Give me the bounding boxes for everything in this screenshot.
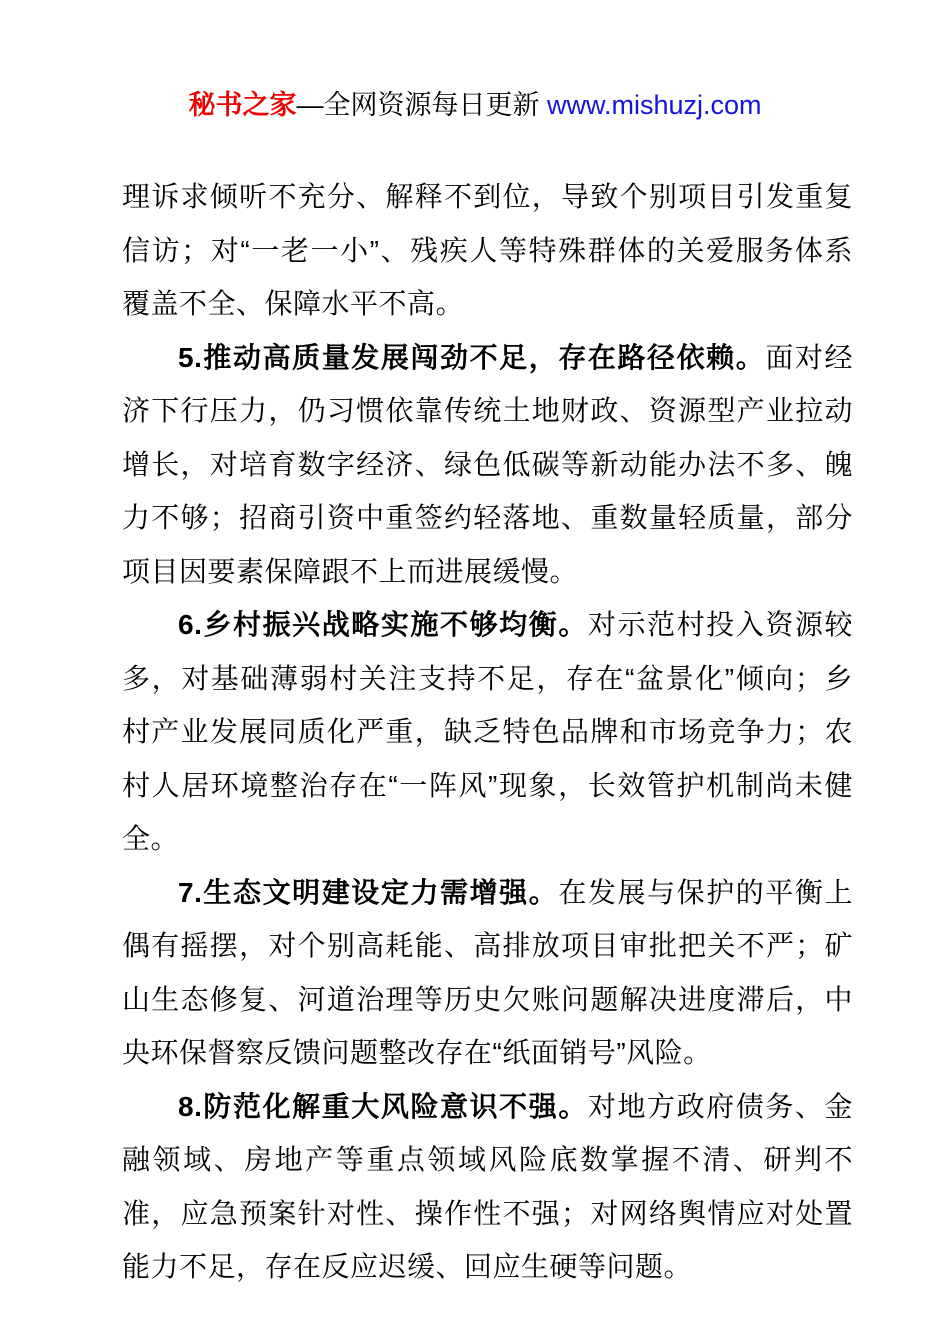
paragraph-lead: 6.乡村振兴战略实施不够均衡。	[178, 609, 588, 640]
paragraph-text: 对示范村投入资源较多，对基础薄弱村关注支持不足，存在“盆景化”倾向；乡村产业发展同质化严重，缺乏特色品牌和市场竞争力；农村人居环境整治存在“一阵风”现象，长效管护机制尚未健全。	[122, 609, 853, 854]
paragraph-continuation	[122, 170, 853, 331]
paragraph-text: 面对经济下行压力，仍习惯依靠传统土地财政、资源型产业拉动增长，对培育数字经济、绿色低碳等新动能办法不多、魄力不够；招商引资中重签约轻落地、重数量轻质量，部分项目因要素保障跟不上而进展缓慢。	[122, 341, 853, 587]
paragraph-lead: 5.推动高质量发展闯劲不足，存在路径依赖。	[178, 341, 766, 373]
paragraph-text: 对地方政府债务、金融领域、房地产等重点领域风险底数掌握不清、研判不准，应急预案针对性、操作性不强；对网络舆情应对处置能力不足，存在反应迟缓、回应生硬等问题。	[122, 1090, 853, 1282]
paragraph-lead: 8.防范化解重大风险意识不强。	[178, 1090, 588, 1122]
document-body	[122, 170, 853, 1294]
site-header	[0, 0, 950, 125]
paragraph-item-5	[122, 331, 853, 599]
paragraph-item-8	[122, 1080, 853, 1294]
paragraph-item-6	[122, 598, 853, 866]
paragraph-text: 理诉求倾听不充分、解释不到位，导致个别项目引发重复信访；对“一老一小”、残疾人等特殊群体的关爱服务体系覆盖不全、保障水平不高。	[122, 181, 853, 319]
site-name: 秘书之家	[188, 90, 297, 120]
paragraph-lead: 7.生态文明建设定力需增强。	[178, 876, 559, 908]
site-url-link[interactable]: www.mishuzj.com	[546, 90, 762, 120]
paragraph-item-7	[122, 866, 853, 1080]
paragraph-text: 在发展与保护的平衡上偶有摇摆，对个别高耗能、高排放项目审批把关不严；矿山生态修复、河道治理等历史欠账问题解决进度滞后，中央环保督察反馈问题整改存在“纸面销号”风险。	[122, 876, 853, 1068]
site-tagline: —全网资源每日更新	[296, 90, 547, 120]
